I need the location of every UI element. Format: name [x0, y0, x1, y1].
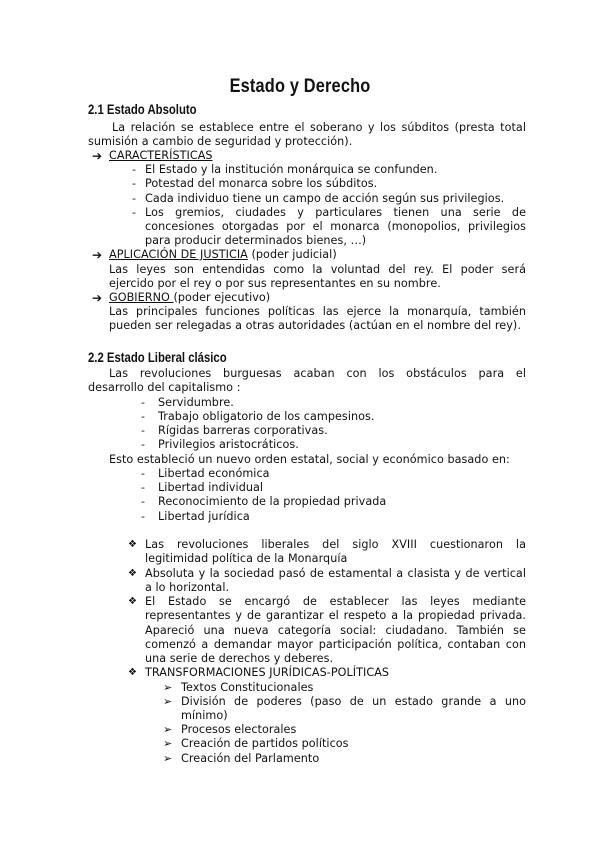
arrow-bullet-icon: ➔ [92, 291, 103, 305]
list-item: Libertad individual [158, 481, 264, 494]
list-item-continuation: para producir determinados bienes, …) [145, 234, 367, 247]
diamond-bullet-icon: ❖ [128, 568, 137, 579]
dash-bullet-icon: - [132, 192, 136, 205]
list-item: Libertad jurídica [158, 510, 250, 523]
diamond-bullet-icon: ❖ [128, 667, 137, 678]
bullet-paragraph-line: comenzó a demandar mayor participación política, contaban con [145, 638, 526, 651]
bullet-paragraph-line: una serie de derechos y deberes. [145, 652, 334, 665]
dash-bullet-icon: - [132, 163, 136, 176]
list-item: Creación del Parlamento [181, 752, 320, 765]
list-item: Textos Constitucionales [181, 681, 314, 694]
subheading-caracteristicas: CARACTERÍSTICAS [109, 149, 213, 162]
subheading-justicia [109, 248, 337, 263]
arrowhead-bullet-icon: ➢ [163, 695, 173, 708]
list-item: Libertad económica [158, 467, 270, 480]
dash-bullet-icon: - [141, 410, 145, 423]
section-heading-estado-liberal: 2.2 Estado Liberal clásico [88, 350, 227, 365]
dash-bullet-icon: - [132, 206, 136, 219]
paragraph-line: desarrollo del capitalismo : [88, 381, 241, 394]
list-item: Procesos electorales [181, 723, 297, 736]
bullet-paragraph-line: a lo horizontal. [145, 581, 230, 594]
diamond-bullet-icon: ❖ [128, 539, 137, 550]
dash-bullet-icon: - [141, 467, 145, 480]
dash-bullet-icon: - [141, 495, 145, 508]
arrowhead-bullet-icon: ➢ [163, 752, 173, 765]
list-item: División de poderes (paso de un estado grande a uno [181, 695, 526, 708]
list-item: Potestad del monarca sobre los súbditos. [145, 177, 378, 190]
dash-bullet-icon: - [141, 481, 145, 494]
bullet-paragraph-line: representantes y de garantizar el respeto a la propiedad privada. [145, 609, 526, 622]
paragraph-line: La relación se establece entre el soberano y los súbditos (presta total [112, 121, 526, 134]
arrow-bullet-icon: ➔ [92, 248, 103, 262]
dash-bullet-icon: - [141, 424, 145, 437]
paragraph-line: Las principales funciones políticas las ejerce la monarquía, también [109, 305, 526, 318]
list-item: Creación de partidos políticos [181, 737, 349, 750]
list-item: Servidumbre. [158, 396, 234, 409]
arrowhead-bullet-icon: ➢ [163, 737, 173, 750]
bullet-paragraph-line: Las revoluciones liberales del siglo XVIII cuestionaron la [145, 538, 526, 551]
gobierno-label: GOBIERNO [109, 291, 174, 304]
dash-bullet-icon: - [141, 510, 145, 523]
paragraph-line: sumisión a cambio de seguridad y protección). [88, 135, 353, 148]
diamond-bullet-icon: ❖ [128, 596, 137, 607]
subheading-gobierno [109, 291, 270, 306]
paragraph-line: pueden ser relegadas a otras autoridades (actúan en el nombre del rey). [109, 319, 521, 332]
paragraph-line: Esto estableció un nuevo orden estatal, social y económico basado en: [109, 453, 510, 466]
list-item: Cada individuo tiene un campo de acción según sus privilegios. [145, 192, 505, 205]
bullet-heading-transformaciones: TRANSFORMACIONES JURÍDICAS-POLÍTICAS [145, 666, 390, 679]
list-item: Los gremios, ciudades y particulares tienen una serie de [145, 206, 526, 219]
list-item-continuation: concesiones otorgadas por el monarca (monopolios, privilegios [145, 220, 526, 233]
paragraph-line: Las leyes son entendidas como la voluntad del rey. El poder será [109, 263, 526, 276]
paragraph-line: Las revoluciones burguesas acaban con los obstáculos para el [109, 367, 526, 380]
dash-bullet-icon: - [141, 396, 145, 409]
arrowhead-bullet-icon: ➢ [163, 723, 173, 736]
arrow-bullet-icon: ➔ [92, 149, 103, 163]
justicia-note: (poder judicial) [247, 248, 337, 261]
dash-bullet-icon: - [141, 438, 145, 451]
list-item: Reconocimiento de la propiedad privada [158, 495, 387, 508]
section-heading-estado-absoluto: 2.1 Estado Absoluto [88, 102, 197, 117]
list-item: Privilegios aristocráticos. [158, 438, 299, 451]
page-title: Estado y Derecho [229, 76, 371, 97]
list-item: Rígidas barreras corporativas. [158, 424, 328, 437]
justicia-label: APLICACIÓN DE JUSTICIA [109, 248, 248, 261]
list-item: El Estado y la institución monárquica se confunden. [145, 163, 438, 176]
bullet-paragraph-line: Absoluta y la sociedad pasó de estamental a clasista y de vertical [145, 567, 526, 580]
bullet-paragraph-line: Apareció una nueva categoría social: ciudadano. También se [145, 624, 526, 637]
arrowhead-bullet-icon: ➢ [163, 681, 173, 694]
list-item: Trabajo obligatorio de los campesinos. [158, 410, 375, 423]
gobierno-note: (poder ejecutivo) [173, 291, 271, 304]
bullet-paragraph-line: El Estado se encargó de establecer las leyes mediante [145, 595, 526, 608]
bullet-paragraph-line: legitimidad política de la Monarquía [145, 552, 348, 565]
list-item-continuation: mínimo) [181, 709, 228, 722]
dash-bullet-icon: - [132, 177, 136, 190]
paragraph-line: ejercido por el rey o por sus representantes en su nombre. [109, 277, 441, 290]
